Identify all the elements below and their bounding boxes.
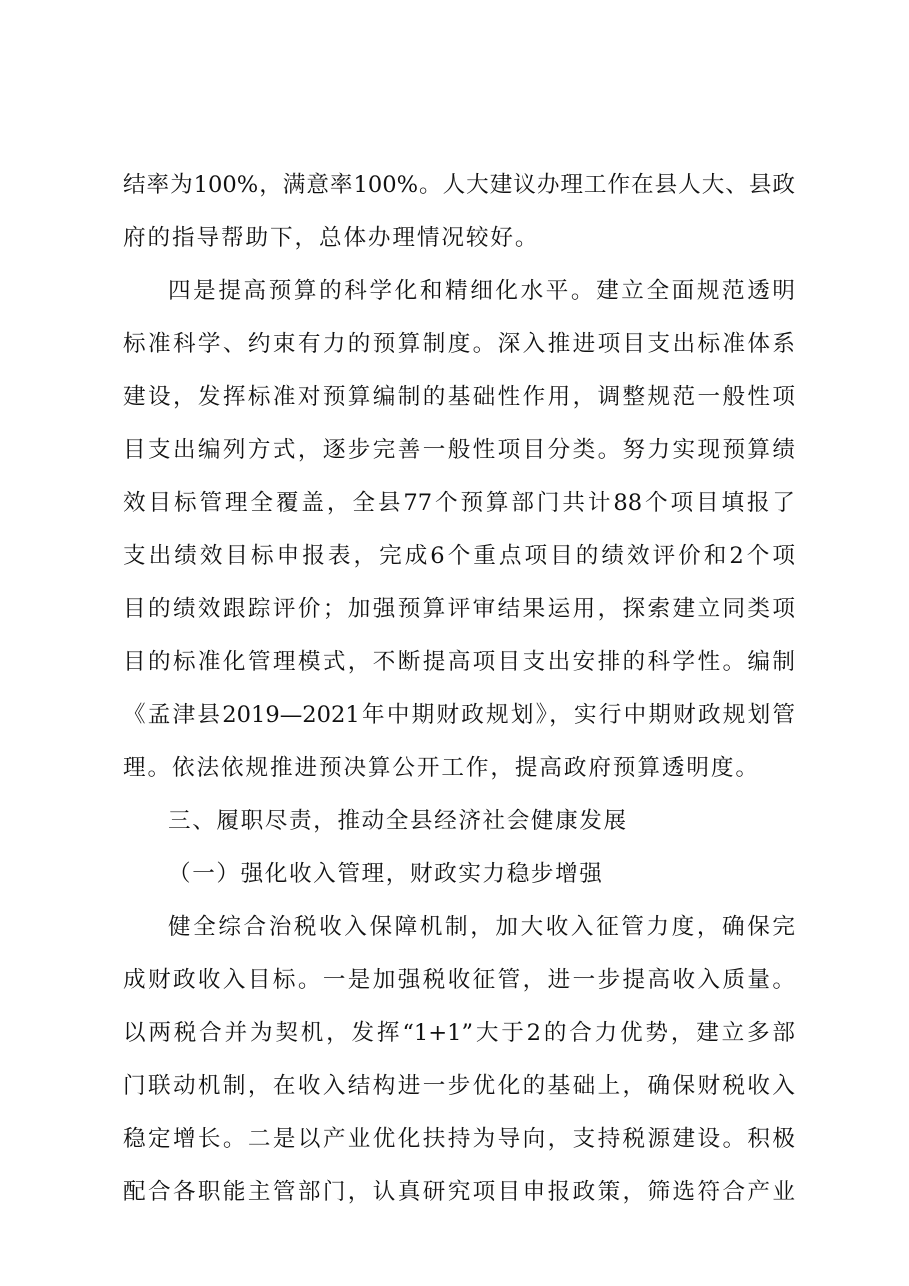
paragraph-line: 理。依法依规推进预决算公开工作，提高政府预算透明度。 bbox=[123, 755, 760, 781]
paragraph-line: 结率为100%，满意率100%。人大建议办理工作在县人大、县政 bbox=[123, 172, 795, 198]
paragraph-line: 标准科学、约束有力的预算制度。深入推进项目支出标准体系 bbox=[123, 331, 795, 357]
paragraph-line: 目支出编列方式，逐步完善一般性项目分类。努力实现预算绩 bbox=[123, 437, 795, 463]
paragraph-line: 四是提高预算的科学化和精细化水平。建立全面规范透明 bbox=[168, 278, 795, 304]
paragraph-line: 《孟津县2019—2021年中期财政规划》，实行中期财政规划管 bbox=[123, 702, 795, 728]
paragraph-line: 目的绩效跟踪评价；加强预算评审结果运用，探索建立同类项 bbox=[123, 596, 795, 622]
paragraph-line: 门联动机制，在收入结构进一步优化的基础上，确保财税收入 bbox=[123, 1073, 795, 1099]
paragraph-line: 府的指导帮助下，总体办理情况较好。 bbox=[123, 225, 540, 251]
paragraph-line: 成财政收入目标。一是加强税收征管，进一步提高收入质量。 bbox=[123, 967, 795, 993]
paragraph-line: 支出绩效目标申报表，完成6个重点项目的绩效评价和2个项 bbox=[123, 543, 795, 569]
paragraph-line: 效目标管理全覆盖，全县77个预算部门共计88个项目填报了 bbox=[123, 490, 795, 516]
paragraph-line: 配合各职能主管部门，认真研究项目申报政策，筛选符合产业 bbox=[123, 1179, 795, 1205]
paragraph-line: 以两税合并为契机，发挥“1+1”大于2的合力优势，建立多部 bbox=[123, 1020, 795, 1046]
paragraph-line: 建设，发挥标准对预算编制的基础性作用，调整规范一般性项 bbox=[123, 384, 795, 410]
paragraph-line: 健全综合治税收入保障机制，加大收入征管力度，确保完 bbox=[168, 914, 795, 940]
paragraph-line: 目的标准化管理模式，不断提高项目支出安排的科学性。编制 bbox=[123, 649, 795, 675]
section-heading: 三、履职尽责，推动全县经济社会健康发展 bbox=[168, 808, 628, 834]
subsection-heading: （一）强化收入管理，财政实力稳步增强 bbox=[168, 861, 604, 887]
paragraph-line: 稳定增长。二是以产业优化扶持为导向，支持税源建设。积极 bbox=[123, 1126, 795, 1152]
